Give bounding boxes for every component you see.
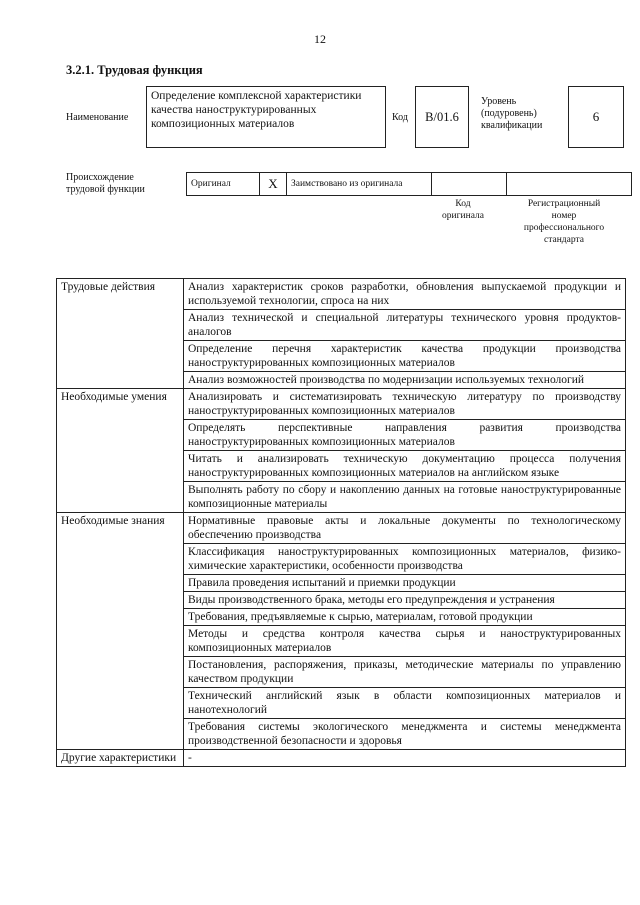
knowledge-item: Требования системы экологического менеджмента и системы менеджмента производственной безопасности и здоровья — [184, 719, 626, 750]
knowledge-item: Методы и средства контроля качества сырья и наноструктурированных композиционных материалов — [184, 626, 626, 657]
origin-label — [66, 172, 145, 196]
table-row — [57, 279, 626, 310]
original-code-cell — [432, 173, 507, 196]
category-skills: Необходимые умения — [57, 389, 184, 513]
category-other: Другие характеристики — [57, 750, 184, 767]
knowledge-item: Технический английский язык в области композиционных материалов и нанотехнологий — [184, 688, 626, 719]
knowledge-item: Постановления, распоряжения, приказы, методические материалы по управлению качеством продукции — [184, 657, 626, 688]
skill-item: Читать и анализировать техническую документацию процесса получения наноструктурированных композиционных материалов на английском языке — [184, 451, 626, 482]
level-label-line: квалификации — [481, 120, 543, 131]
origin-label-line: Происхождение — [66, 172, 134, 183]
category-knowledge: Необходимые знания — [57, 513, 184, 750]
level-value: 6 — [592, 109, 600, 124]
code-label: Код — [392, 112, 408, 123]
level-label-line: Уровень — [481, 96, 517, 107]
origin-table — [186, 172, 632, 196]
table-row — [57, 750, 626, 767]
other-value: - — [184, 750, 626, 767]
original-label: Оригинал — [187, 173, 260, 196]
knowledge-item: Правила проведения испытаний и приемки продукции — [184, 575, 626, 592]
reg-caption — [506, 198, 622, 246]
code-caption-line: оригинала — [442, 211, 484, 221]
table-row — [57, 513, 626, 544]
reg-number-cell — [507, 173, 632, 196]
name-label: Наименование — [66, 112, 129, 123]
knowledge-item: Классификация наноструктурированных композиционных материалов, физико-химические характеристики, особенности производства — [184, 544, 626, 575]
function-name-box: Определение комплексной характеристики качества наноструктурированных композиционных материалов — [146, 86, 386, 148]
main-table — [56, 278, 626, 767]
reg-caption-line: Регистрационный — [527, 199, 601, 209]
category-actions: Трудовые действия — [57, 279, 184, 389]
skill-item: Определять перспективные направления развития производства наноструктурированных композиционных материалов — [184, 420, 626, 451]
action-item: Анализ характеристик сроков разработки, обновления выпускаемой продукции и используемой технологии, спроса на них — [184, 279, 626, 310]
function-code-value: В/01.6 — [425, 109, 459, 124]
code-caption — [430, 198, 496, 222]
reg-caption-line: стандарта — [544, 235, 584, 245]
action-item: Анализ возможностей производства по модернизации используемых технологий — [184, 372, 626, 389]
page-number: 12 — [314, 32, 326, 46]
knowledge-item: Требования, предъявляемые к сырью, материалам, готовой продукции — [184, 609, 626, 626]
skill-item: Выполнять работу по сбору и накоплению данных на готовые наноструктурированные композиционные материалы — [184, 482, 626, 513]
code-caption-line: Код — [455, 199, 471, 209]
level-label — [481, 96, 542, 132]
knowledge-item: Нормативные правовые акты и локальные документы по технологическому обеспечению производства — [184, 513, 626, 544]
skill-item: Анализировать и систематизировать техническую литературу по производству наноструктурированных композиционных материалов — [184, 389, 626, 420]
action-item: Определение перечня характеристик качества продукции производства наноструктурированных композиционных материалов — [184, 341, 626, 372]
table-row — [57, 389, 626, 420]
origin-label-line: трудовой функции — [66, 184, 145, 195]
borrowed-label: Заимствовано из оригинала — [287, 173, 432, 196]
action-item: Анализ технической и специальной литературы технического уровня продуктов-аналогов — [184, 310, 626, 341]
section-title: 3.2.1. Трудовая функция — [66, 63, 203, 77]
original-mark: X — [260, 173, 287, 196]
reg-caption-line: профессионального — [523, 223, 605, 233]
level-label-line: (подуровень) — [481, 108, 537, 119]
function-code-box — [415, 86, 469, 148]
knowledge-item: Виды производственного брака, методы его предупреждения и устранения — [184, 592, 626, 609]
reg-caption-line: номер — [551, 211, 577, 221]
level-box — [568, 86, 624, 148]
